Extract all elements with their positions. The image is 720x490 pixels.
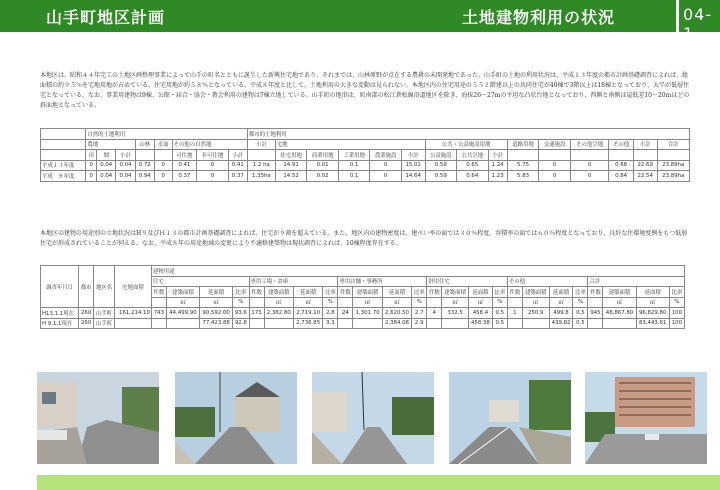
page-title: 山手町地区計画 [46,8,166,27]
th-building-use: 建物用途 [151,266,684,277]
th-urban: 都市的土地利用 [247,129,689,140]
sh-public-space: 公共空地 [457,150,489,161]
th-public: 公共・公益施設用地 [425,139,507,150]
sh-subtotal: 小計 [228,150,247,161]
th-other: その他 [609,139,634,150]
th-factory: 専用工場・倉庫 [249,276,338,287]
th-city: 都市 [79,266,94,308]
th-subtotal2: 小計 [633,139,657,150]
th-forest: 山林 [135,139,154,150]
th-house: 住宅 [151,276,249,287]
sh-subtotal: 小計 [488,150,507,161]
table-row: 平成１３年度 0 0.04 0.04 0.72 0 0.41 0 0.41 1.2 ha 14.91 0.01 0.1 0 15.02 0.59 0.65 1.24 5.75 0 0 0.68 22.69 23.89ha [41,160,690,171]
table-row: H13.1.1現在 260 山手町 161,214.10 743 44,499.90 90,592.00 93.6 173 2,382.80 2,719.10 2.8 24 1,301.70 2,620.50 2.7 4 332.5 458.4 0.5 1 250.9 499.8 0.5 945 48,867.80 96,829.80 100 [41,308,685,319]
sh-field: 田 [86,150,97,161]
sh-public-facility: 公益施設 [425,150,457,161]
building-use-table: 調査年月日 都市 地区名 宅地面積 建物用途 住宅 専用工場・倉庫 専用店舗・事務所 併用住宅 その他 合計 件数 建築面積 延面積 比率 件数 建築面積 延面積 比率 件数 建築面積 延面積 比率 件数 建築面積 延面積 比率 件数 建築面積 延面積 比率 件数 建築面積 延面積 比率 ㎡ ㎡ % ㎡ ㎡ % ㎡ ㎡ % ㎡ ㎡ % ㎡ ㎡ % ㎡ ㎡ % H13.1.1現在 260 山手町 161,214.10 743 44,499.90 90,592.00 93.6 173 2,382.80 2,719.10 2.8 24 1,301.70 2,620.50 2.7 4 332.5 458.4 0.5 1 250.9 499.8 0.5 945 48,867.80 96,829.80 100 H 9.1.1現在 260 山手町 77,423.88 92.8 2,736.85 3.3 2,384.08 2.9 458.38 0.5 439.82 0.5 83,443.61 100 [40,265,685,329]
header-bar [0,0,720,43]
row-label: 平成 ８年度 [41,171,86,182]
sh-residential-use: 住宅用地 [275,150,307,161]
th-water: 水面 [154,139,172,150]
th-agri: 農地 [86,139,135,150]
street-photo-5 [585,372,707,464]
sh-commercial: 商業用地 [307,150,339,161]
street-photo-2 [175,372,297,464]
th-subtotal: 小計 [247,139,275,150]
section-title: 土地建物利用の状況 [462,8,616,27]
sh-industrial: 工業用地 [338,150,370,161]
th-other-natural: その他の自然地 [172,139,247,150]
street-photo-3 [312,372,434,464]
table-row: 平成 ８年度 0 0.04 0.04 0.94 0 0.37 0 0.37 1.35ha 14.52 0.02 0.1 0 14.64 0.59 0.64 1.23 5.83 0 0 0.84 22.54 23.89ha [41,171,690,182]
sh-subtotal: 小計 [116,150,135,161]
th-natural: 自然的土地利用 [86,129,248,140]
sh-nonhabitable: 非可住地 [197,150,229,161]
th-other: その他 [507,276,588,287]
page-number: 04-1 [683,5,713,43]
building-paragraph: 本地区の建物の用途別の立地状況はH９及びＨ１３の都市計画基礎調査によれば、住宅が９割を超えている。また、地区内の建物密度は、建ぺい率の面では３０％程度、容積率の面では６０％程度となっており、良好な住環境度例をもつ低層住宅が形成されていることが伺える。なお、平成８年の用途地域の変更により不適格建築物は現状調査によれば、10棟程度存在する。 [40,230,688,247]
row-label: 平成１３年度 [41,160,86,171]
sh-agri-facility: 農業施設 [370,150,402,161]
sh-subtotal: 小計 [401,150,425,161]
th-site-area: 宅地面積 [115,266,152,308]
land-use-table [40,128,690,182]
th-total: 合計 [588,276,685,287]
th-openspace: その他空地 [570,139,608,150]
th-total: 合計 [657,139,689,150]
sh-upland: 畑 [97,150,116,161]
header-divider [676,0,679,32]
intro-paragraph: 本地区は、昭和４４年完工の土地区画整理事業によって山手の町名とともに誕生した新興住宅地であり、それまでは、山林原野が点在する農耕の未開発地であった。山手町の土地の利用状況は、平成１３年度の都市計画基礎調査によれば、総面積の約９５％を宅地用地が占めている。住宅用地が約５８％となっている。平成８年度と比して、土地利用の大きな変動は見られない。本地区内の住宅用途の５５２階建以上の共同住宅が40棟で3階以上は18棟となっており、大半が低層住宅となっている。なお、事業用建物は9棟、公館・届合・協会・教会利用の建物は7棟立地している。山手町の地形は、町南部の松江倉松線沿道地区を除き、海抜26～27mの平坦な凸状台地となっており、西側と南側は崖低差10～20mほどの斜面地となっている。 [40,72,690,109]
th-residential: 宅地 [275,139,425,150]
th-survey-date: 調査年月日 [41,266,79,308]
table-row: H 9.1.1現在 260 山手町 77,423.88 92.8 2,736.85 3.3 2,384.08 2.9 458.38 0.5 439.82 0.5 83,443.61 100 [41,318,685,329]
th-district: 地区名 [94,266,115,308]
th-road: 道路用地 [507,139,539,150]
street-photo-4 [449,372,571,464]
th-traffic: 交通施設 [539,139,571,150]
th-mixed: 併用住宅 [427,276,508,287]
street-photo-1 [37,372,159,464]
footer-bar [37,475,720,490]
th-office: 専用店舗・事務所 [338,276,427,287]
sh-habitable: 可住地 [172,150,197,161]
